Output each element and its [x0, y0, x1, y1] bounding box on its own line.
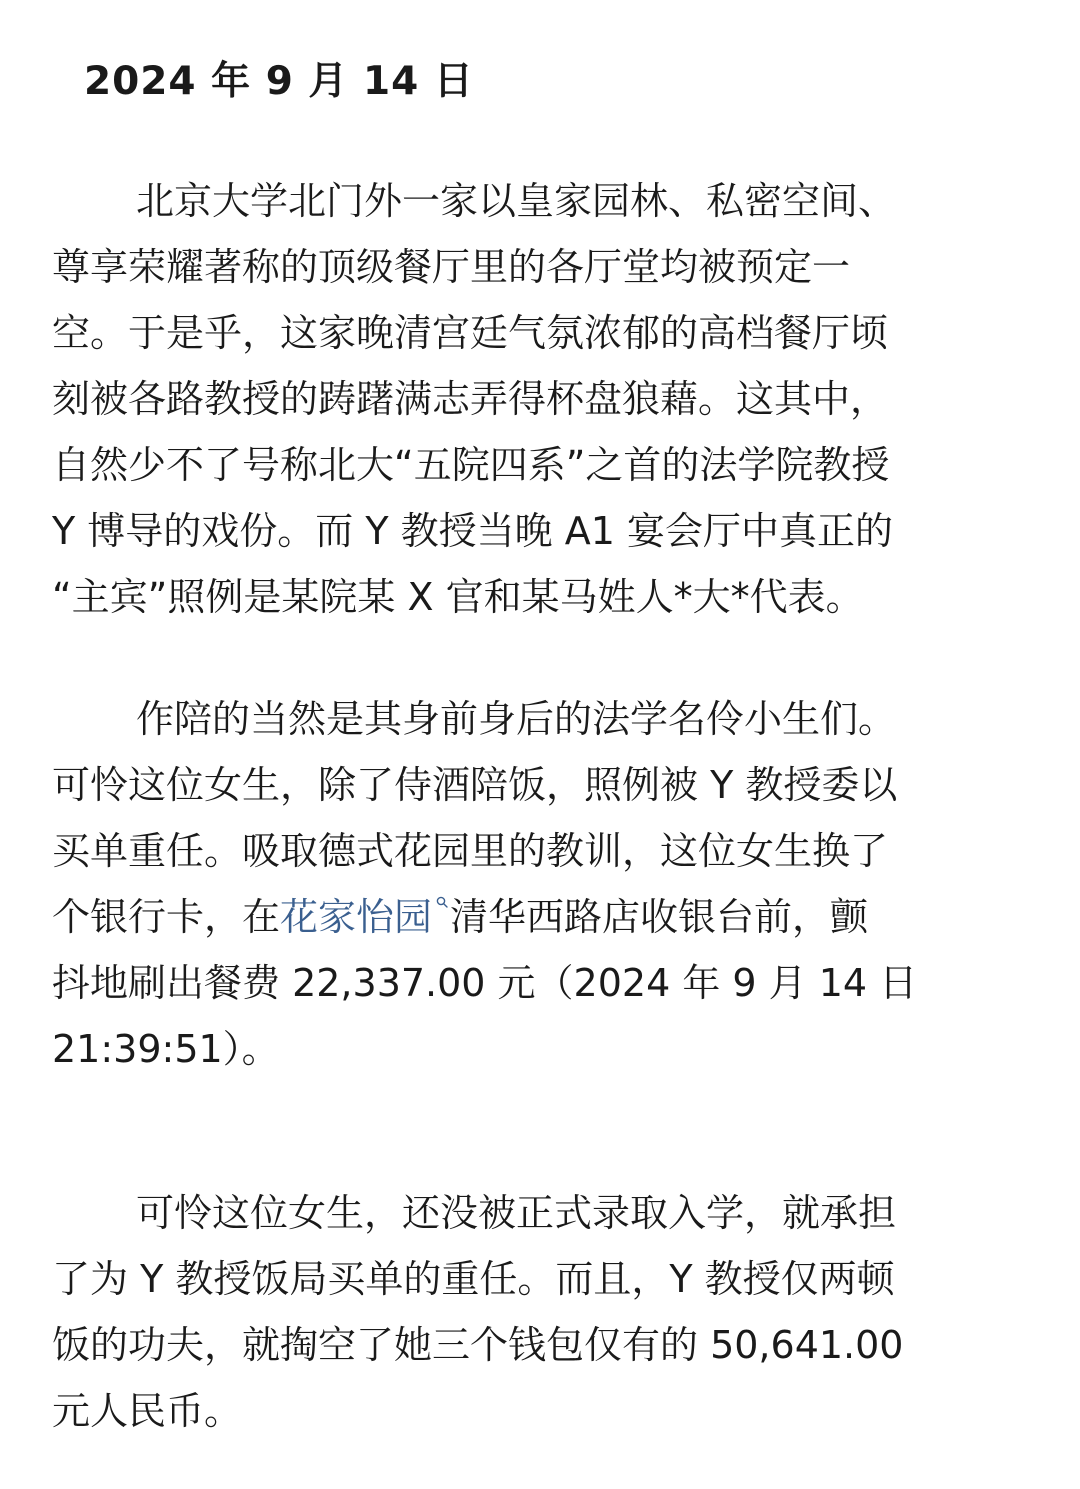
paragraph-3 — [52, 1180, 1032, 1444]
text-segment: 清华西路店收银台前，颤 — [450, 895, 869, 939]
paragraph-1 — [52, 168, 1032, 630]
text-line: 作陪的当然是其身前身后的法学名伶小生们。 — [136, 697, 897, 741]
text-line: 自然少不了号称北大“五院四系”之首的法学院教授 — [52, 443, 890, 487]
text-line: 21:39:51）。 — [52, 1027, 280, 1071]
text-line: 了为 Y 教授饭局买单的重任。而且，Y 教授仅两顿 — [52, 1257, 895, 1301]
text-line: “主宾”照例是某院某 X 官和某马姓人*大*代表。 — [52, 575, 864, 619]
text-line: 北京大学北门外一家以皇家园林、私密空间、 — [136, 179, 897, 223]
text-line: 可怜这位女生，还没被正式录取入学，就承担 — [136, 1191, 897, 1235]
text-line: 刻被各路教授的踌躇满志弄得杯盘狼藉。这其中， — [52, 377, 889, 421]
text-line: 空。于是乎，这家晚清宫廷气氛浓郁的高档餐厅顷 — [52, 311, 889, 355]
text-line: 饭的功夫，就掏空了她三个钱包仅有的 50,641.00 — [52, 1323, 904, 1367]
date-heading: 2024 年 9 月 14 日 — [84, 59, 474, 104]
text-line: 买单重任。吸取德式花园里的教训，这位女生换了 — [52, 829, 889, 873]
text-segment: 个银行卡，在 — [52, 895, 281, 939]
text-line: Y 博导的戏份。而 Y 教授当晚 A1 宴会厅中真正的 — [52, 509, 893, 553]
text-line-with-link — [52, 884, 1032, 950]
text-line: 抖地刷出餐费 22,337.00 元（2024 年 9 月 14 日 — [52, 961, 918, 1005]
paragraph-2 — [52, 686, 1032, 1082]
restaurant-search-link[interactable]: 花家怡园 — [280, 895, 433, 939]
text-line: 元人民币。 — [52, 1389, 243, 1433]
text-line: 可怜这位女生，除了侍酒陪饭，照例被 Y 教授委以 — [52, 763, 898, 807]
text-line: 尊享荣耀著称的顶级餐厅里的各厅堂均被预定一 — [52, 245, 851, 289]
search-icon[interactable] — [436, 896, 448, 908]
